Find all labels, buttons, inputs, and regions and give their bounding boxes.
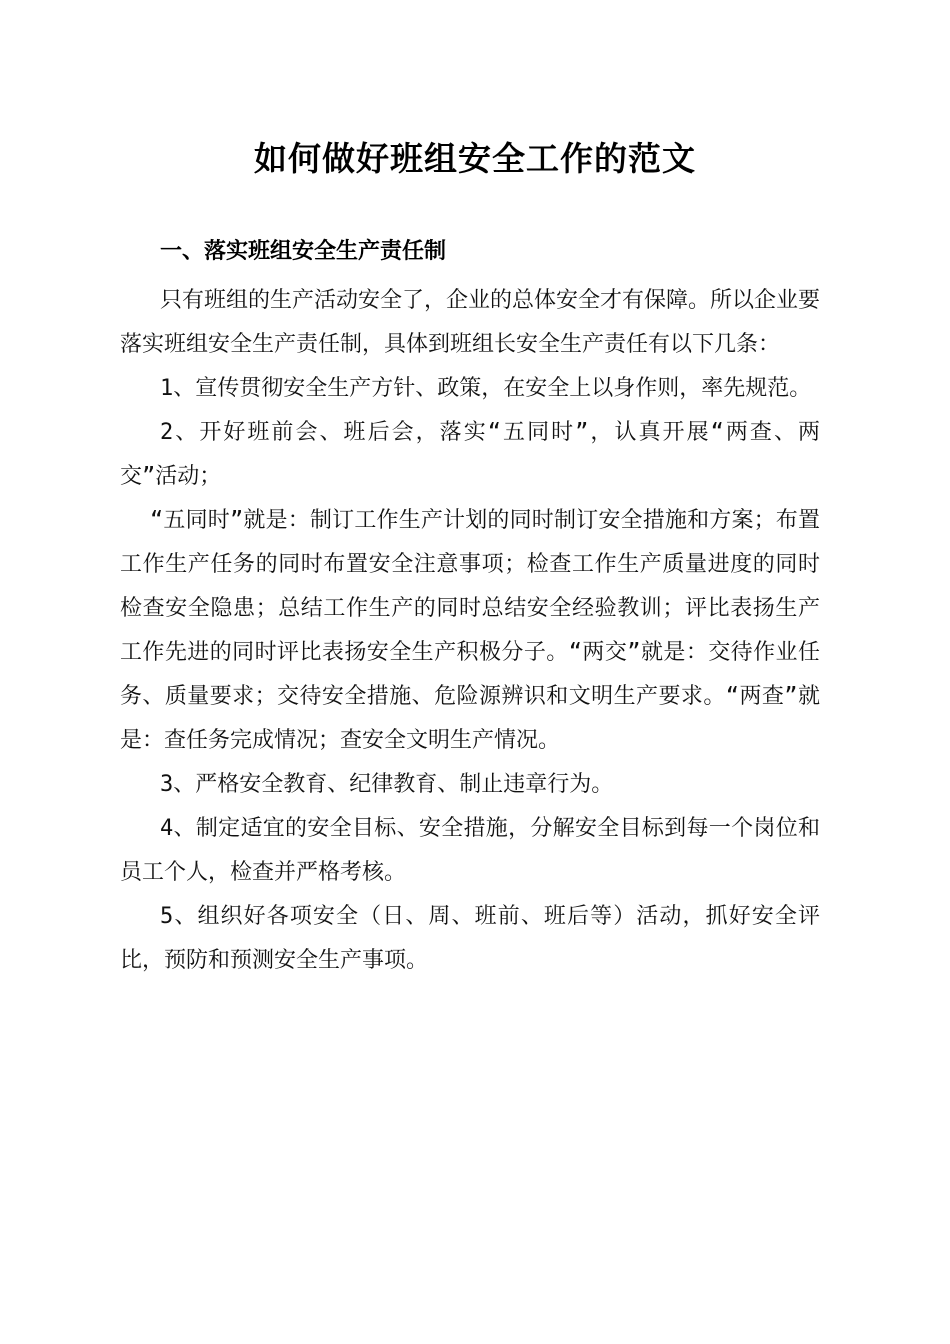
- paragraph-item-1: 1、宣传贯彻安全生产方针、政策，在安全上以身作则，率先规范。: [160, 376, 812, 401]
- paragraph-item-2: 2、开好班前会、班后会，落实“五同时”，认真开展“两查、两交”活动；: [120, 420, 820, 489]
- paragraph-item-5: 5、组织好各项安全（日、周、班前、班后等）活动，抓好安全评比，预防和预测安全生产事项。: [120, 904, 820, 973]
- paragraph-item-4: 4、制定适宜的安全目标、安全措施，分解安全目标到每一个岗位和员工个人，检查并严格考核。: [120, 816, 820, 885]
- section-heading: 一、落实班组安全生产责任制: [160, 239, 447, 264]
- page-title: 如何做好班组安全工作的范文: [254, 139, 696, 178]
- paragraph-intro: 只有班组的生产活动安全了，企业的总体安全才有保障。所以企业要落实班组安全生产责任制，具体到班组长安全生产责任有以下几条：: [120, 288, 821, 357]
- body-text: [120, 279, 820, 983]
- paragraph-item-3: 3、严格安全教育、纪律教育、制止违章行为。: [160, 772, 614, 797]
- paragraph-five-simultaneous: “五同时”就是：制订工作生产计划的同时制订安全措施和方案；布置工作生产任务的同时布置安全注意事项；检查工作生产质量进度的同时检查安全隐患；总结工作生产的同时总结安全经验教训；评比表扬生产工作先进的同时评比表扬安全生产积极分子。“两交”就是：交待作业任务、质量要求；交待安全措施、危险源辨识和文明生产要求。“两查”就是：查任务完成情况；查安全文明生产情况。: [120, 508, 820, 753]
